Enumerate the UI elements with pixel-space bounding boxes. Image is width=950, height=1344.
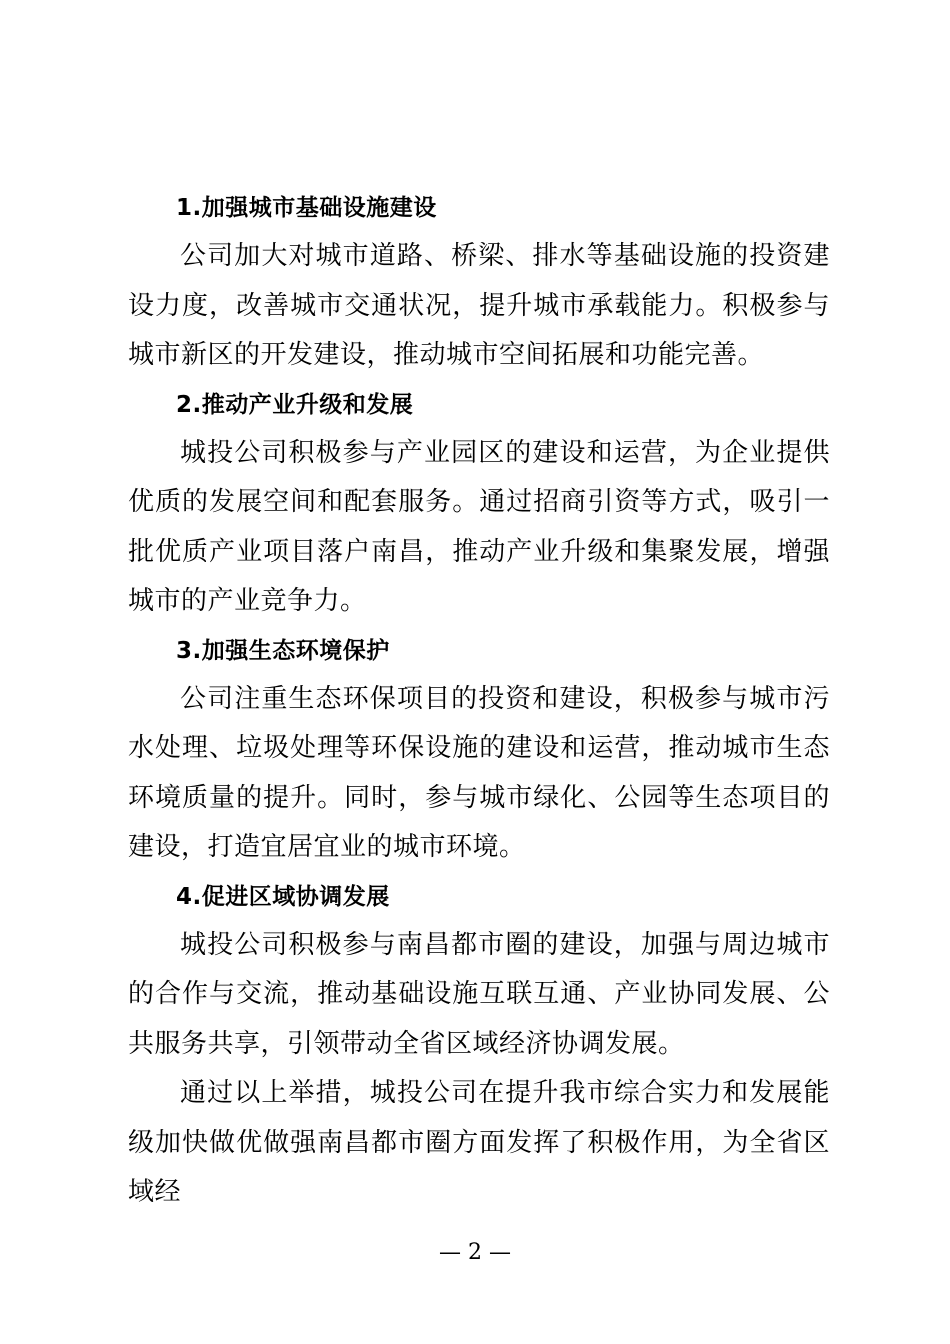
section-heading-3: 3.加强生态环境保护 [176, 637, 390, 664]
section-body-4: 城投公司积极参与南昌都市圈的建设，加强与周边城市的合作与交流，推动基础设施互联互通、产业协同发展、公共服务共享，引领带动全省区域经济协调发展。 [128, 929, 830, 1059]
section-heading-1: 1.加强城市基础设施建设 [176, 195, 437, 221]
section-body-1: 公司加大对城市道路、桥梁、排水等基础设施的投资建设力度，改善城市交通状况，提升城市承载能力。积极参与城市新区的开发建设，推动城市空间拓展和功能完善。 [128, 241, 830, 370]
closing-paragraph: 通过以上举措，城投公司在提升我市综合实力和发展能级加快做优做强南昌都市圈方面发挥了积极作用，为全省区域经 [128, 1078, 830, 1207]
document-page [128, 184, 830, 1218]
page-number: — 2 — [439, 1240, 511, 1265]
section-heading-2: 2.推动产业升级和发展 [176, 391, 414, 418]
section-heading-4: 4.促进区域协调发展 [176, 883, 390, 910]
section-body-2: 城投公司积极参与产业园区的建设和运营，为企业提供优质的发展空间和配套服务。通过招商引资等方式，吸引一批优质产业项目落户南昌，推动产业升级和集聚发展，增强城市的产业竞争力。 [128, 437, 830, 616]
section-body-3: 公司注重生态环保项目的投资和建设，积极参与城市污水处理、垃圾处理等环保设施的建设和运营，推动城市生态环境质量的提升。同时，参与城市绿化、公园等生态项目的建设，打造宜居宜业的城市环境。 [128, 683, 830, 862]
